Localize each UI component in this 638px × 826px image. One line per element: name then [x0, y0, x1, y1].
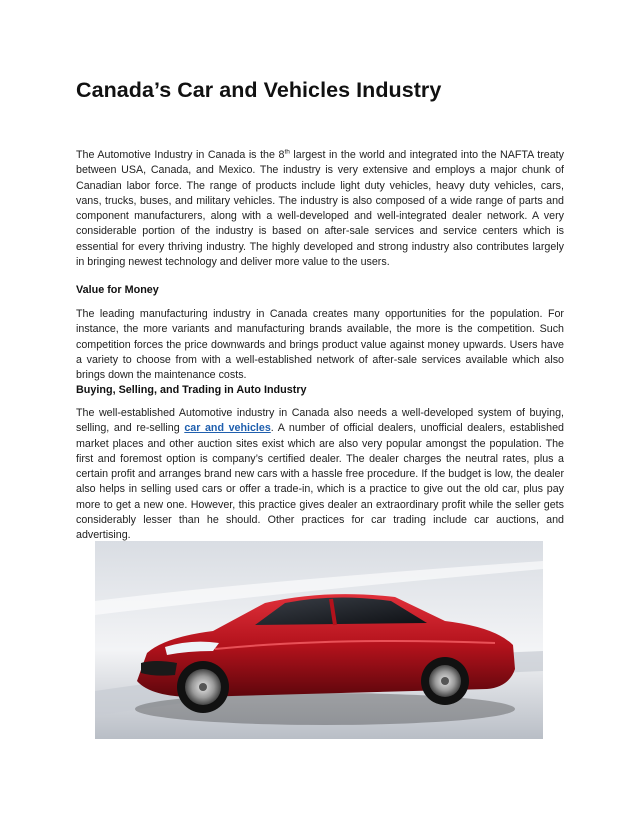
- page-title: Canada’s Car and Vehicles Industry: [76, 78, 442, 102]
- value-for-money-paragraph: The leading manufacturing industry in Canada creates many opportunities for the population. For instance, the more variants and manufacturing brands available, the more is the competition. Such competition forces the price downwards and brings product value against money upwards. Users have a variety to choose from with a well-established network of after-sale services available which also brings down the maintenance costs.: [76, 308, 564, 382]
- car-photo: [95, 541, 543, 739]
- section-heading-buying-selling: Buying, Selling, and Trading in Auto Industry: [76, 384, 307, 396]
- intro-text-part2: largest in the world and integrated into the NAFTA treaty between USA, Canada, and Mexico. The industry is very extensive and employs a major chunk of Canadian labor force. The range of products include light duty vehicles, heavy duty vehicles, cars, vans, trucks, buses, and military vehicles. The industry is also composed of a wide range of parts and component manufacturers, along with a well-developed and well-integrated dealer network. A very considerable portion of the industry is based on after-sale services and service centers which is essential for every thriving industry. The highly developed and strong industry also contributes largely in bringing newest technology and deliver more value to the users.: [76, 149, 564, 269]
- section-heading-value-for-money: Value for Money: [76, 284, 159, 296]
- car-and-vehicles-link[interactable]: car and vehicles: [184, 422, 271, 435]
- buying-text-before-link: The well-established Automotive industry in Canada also needs a well-developed system of buying, selling, and re-selling: [76, 407, 564, 435]
- buying-text-after-link: . A number of official dealers, unofficial dealers, established market places and other auction sites exist which are also very popular amongst the population. The first and foremost option is company’s certified dealer. The dealer charges the neutral rates, plus a certain profit and arranges brand new cars with a hassle free procedure. If the budget is low, the dealer also helps in selling used cars or offer a trade-in, which is a practice to give out the old car, plus pay more to get a new one. However, this practice gives dealer an extraordinary profit while the seller gets considerably lesser than he should. Other practices for car trading include car auctions, and advertising.: [76, 422, 564, 542]
- intro-paragraph: [76, 148, 564, 270]
- ordinal-superscript: th: [284, 148, 290, 156]
- buying-selling-paragraph: [76, 406, 564, 544]
- intro-text-part1: The Automotive Industry in Canada is the 8: [76, 149, 285, 161]
- red-sedan-car-icon: [95, 541, 543, 739]
